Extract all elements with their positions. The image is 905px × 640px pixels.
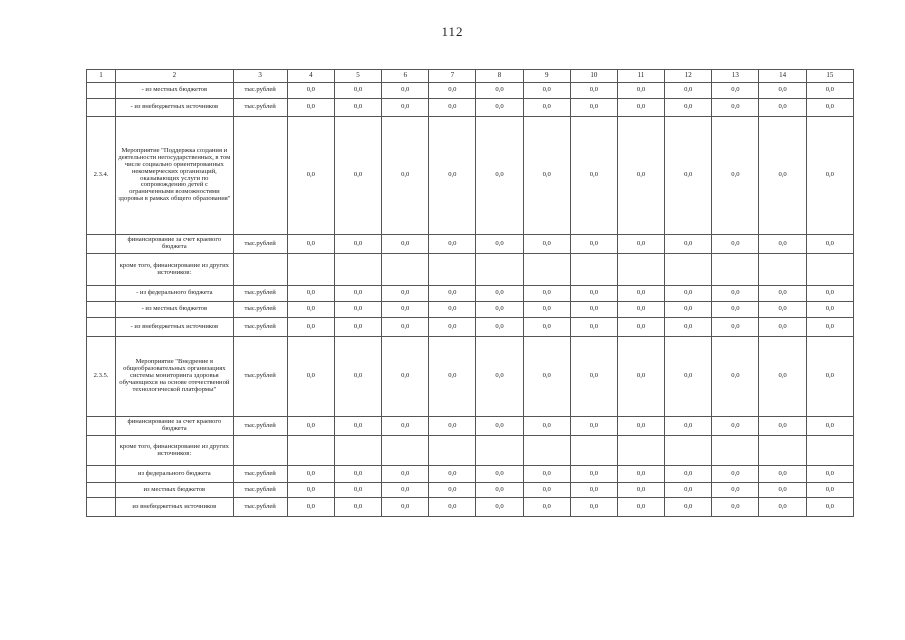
column-header: 10 [570,70,617,83]
value-cell: 0,0 [617,286,664,302]
value-cell: 0,0 [382,286,429,302]
value-cell [665,254,712,286]
value-cell: 0,0 [476,337,523,417]
row-description: финансирование за счет краевого бюджета [116,235,233,254]
value-cell: 0,0 [476,99,523,117]
value-cell: 0,0 [570,117,617,235]
value-cell: 0,0 [523,498,570,517]
value-cell: 0,0 [523,286,570,302]
row-code [87,318,116,337]
value-cell: 0,0 [617,83,664,99]
value-cell: 0,0 [759,99,806,117]
value-cell: 0,0 [617,417,664,436]
value-cell: 0,0 [712,466,759,483]
value-cell: 0,0 [759,318,806,337]
row-description: - из местных бюджетов [116,302,233,318]
row-code [87,498,116,517]
value-cell: 0,0 [334,117,381,235]
value-cell [334,436,381,466]
row-code: 2.3.4. [87,117,116,235]
value-cell: 0,0 [523,235,570,254]
value-cell: 0,0 [712,417,759,436]
table-row [87,99,854,117]
value-cell: 0,0 [806,498,853,517]
row-code [87,302,116,318]
value-cell: 0,0 [382,117,429,235]
value-cell: 0,0 [287,302,334,318]
row-description: Мероприятие "Поддержка создания и деятельности негосударственных, в том числе социально ориентированных некоммерческих организаций, оказывающих услуги по сопровождению детей с ограниченными возможностями здоровья в рамках общего образования" [116,117,233,235]
value-cell: 0,0 [617,483,664,498]
table-row [87,286,854,302]
value-cell: 0,0 [570,286,617,302]
row-unit: тыс.рублей [233,337,287,417]
value-cell: 0,0 [570,318,617,337]
table-row [87,83,854,99]
value-cell: 0,0 [476,235,523,254]
row-description: - из местных бюджетов [116,83,233,99]
value-cell [523,254,570,286]
value-cell: 0,0 [476,302,523,318]
value-cell: 0,0 [806,235,853,254]
row-description: из местных бюджетов [116,483,233,498]
value-cell: 0,0 [287,466,334,483]
table-row [87,302,854,318]
column-header: 7 [429,70,476,83]
value-cell: 0,0 [665,83,712,99]
value-cell: 0,0 [429,337,476,417]
value-cell: 0,0 [759,83,806,99]
value-cell [806,254,853,286]
row-description: - из внебюджетных источников [116,99,233,117]
value-cell: 0,0 [570,337,617,417]
value-cell [382,436,429,466]
row-code: 2.3.5. [87,337,116,417]
column-header: 2 [116,70,233,83]
value-cell: 0,0 [665,286,712,302]
value-cell: 0,0 [570,235,617,254]
value-cell: 0,0 [382,483,429,498]
value-cell: 0,0 [287,417,334,436]
value-cell [570,436,617,466]
value-cell [382,254,429,286]
value-cell: 0,0 [665,318,712,337]
value-cell: 0,0 [759,498,806,517]
row-unit: тыс.рублей [233,235,287,254]
value-cell: 0,0 [712,286,759,302]
column-header: 3 [233,70,287,83]
value-cell: 0,0 [806,117,853,235]
value-cell: 0,0 [429,99,476,117]
value-cell: 0,0 [382,302,429,318]
value-cell: 0,0 [570,417,617,436]
value-cell: 0,0 [382,235,429,254]
value-cell: 0,0 [476,466,523,483]
column-header: 13 [712,70,759,83]
value-cell: 0,0 [665,117,712,235]
row-code [87,436,116,466]
table-row [87,417,854,436]
value-cell: 0,0 [759,235,806,254]
value-cell: 0,0 [806,337,853,417]
value-cell: 0,0 [759,117,806,235]
value-cell: 0,0 [382,99,429,117]
value-cell: 0,0 [287,337,334,417]
table-row [87,483,854,498]
value-cell: 0,0 [523,302,570,318]
value-cell: 0,0 [665,483,712,498]
table-row [87,117,854,235]
value-cell [712,436,759,466]
value-cell: 0,0 [334,286,381,302]
row-unit: тыс.рублей [233,83,287,99]
value-cell: 0,0 [665,417,712,436]
row-code [87,254,116,286]
page-number: 112 [441,24,464,39]
value-cell: 0,0 [806,417,853,436]
value-cell: 0,0 [334,99,381,117]
value-cell [476,436,523,466]
value-cell: 0,0 [617,498,664,517]
value-cell [617,436,664,466]
row-unit: тыс.рублей [233,286,287,302]
value-cell [429,254,476,286]
budget-table [86,69,854,517]
value-cell [759,254,806,286]
value-cell [665,436,712,466]
value-cell: 0,0 [665,498,712,517]
value-cell: 0,0 [334,318,381,337]
value-cell: 0,0 [382,466,429,483]
value-cell: 0,0 [287,498,334,517]
value-cell: 0,0 [382,337,429,417]
value-cell: 0,0 [759,286,806,302]
value-cell: 0,0 [334,235,381,254]
value-cell: 0,0 [287,318,334,337]
table-row [87,235,854,254]
value-cell: 0,0 [617,235,664,254]
value-cell: 0,0 [617,466,664,483]
value-cell: 0,0 [523,318,570,337]
row-code [87,286,116,302]
value-cell: 0,0 [429,286,476,302]
value-cell: 0,0 [429,318,476,337]
value-cell: 0,0 [759,466,806,483]
value-cell: 0,0 [617,318,664,337]
row-description: Мероприятие "Внедрение в общеобразовательных организациях системы мониторинга здоровья обучающихся на основе отечественной технологической платформы" [116,337,233,417]
value-cell [429,436,476,466]
row-unit: тыс.рублей [233,417,287,436]
value-cell: 0,0 [617,302,664,318]
value-cell: 0,0 [429,417,476,436]
value-cell [287,436,334,466]
value-cell [476,254,523,286]
value-cell: 0,0 [806,302,853,318]
table-row [87,466,854,483]
row-code [87,83,116,99]
value-cell: 0,0 [712,302,759,318]
row-unit: тыс.рублей [233,498,287,517]
value-cell: 0,0 [429,466,476,483]
row-description: - из внебюджетных источников [116,318,233,337]
value-cell: 0,0 [476,286,523,302]
value-cell: 0,0 [570,466,617,483]
value-cell: 0,0 [570,83,617,99]
table-row [87,337,854,417]
value-cell: 0,0 [665,99,712,117]
value-cell: 0,0 [334,83,381,99]
value-cell: 0,0 [476,83,523,99]
value-cell: 0,0 [476,483,523,498]
value-cell: 0,0 [523,337,570,417]
value-cell: 0,0 [429,483,476,498]
row-unit: тыс.рублей [233,302,287,318]
value-cell: 0,0 [334,337,381,417]
value-cell [523,436,570,466]
table-row [87,318,854,337]
column-header: 14 [759,70,806,83]
value-cell: 0,0 [476,318,523,337]
value-cell: 0,0 [617,99,664,117]
value-cell: 0,0 [476,417,523,436]
row-description: кроме того, финансирование из других источников: [116,436,233,466]
value-cell: 0,0 [429,117,476,235]
value-cell: 0,0 [665,466,712,483]
value-cell: 0,0 [570,99,617,117]
column-header: 11 [617,70,664,83]
value-cell: 0,0 [665,302,712,318]
row-code [87,417,116,436]
value-cell [759,436,806,466]
value-cell: 0,0 [759,417,806,436]
value-cell: 0,0 [665,235,712,254]
value-cell: 0,0 [334,466,381,483]
column-header: 1 [87,70,116,83]
value-cell [287,254,334,286]
value-cell: 0,0 [570,483,617,498]
value-cell: 0,0 [712,483,759,498]
value-cell: 0,0 [570,498,617,517]
value-cell: 0,0 [476,117,523,235]
value-cell: 0,0 [759,337,806,417]
value-cell: 0,0 [712,235,759,254]
value-cell: 0,0 [523,417,570,436]
value-cell: 0,0 [759,302,806,318]
value-cell: 0,0 [334,498,381,517]
column-header: 4 [287,70,334,83]
row-unit: тыс.рублей [233,466,287,483]
row-unit [233,436,287,466]
value-cell: 0,0 [382,318,429,337]
value-cell: 0,0 [617,117,664,235]
value-cell [570,254,617,286]
value-cell: 0,0 [712,318,759,337]
value-cell: 0,0 [712,99,759,117]
value-cell: 0,0 [806,483,853,498]
row-description: из внебюджетных источников [116,498,233,517]
value-cell: 0,0 [712,117,759,235]
header-row [87,70,854,83]
value-cell: 0,0 [617,337,664,417]
value-cell [334,254,381,286]
value-cell: 0,0 [712,337,759,417]
column-header: 6 [382,70,429,83]
column-header: 5 [334,70,381,83]
value-cell: 0,0 [287,235,334,254]
column-header: 8 [476,70,523,83]
value-cell: 0,0 [570,302,617,318]
value-cell: 0,0 [334,417,381,436]
value-cell: 0,0 [287,286,334,302]
value-cell: 0,0 [806,83,853,99]
table-row [87,436,854,466]
value-cell: 0,0 [334,483,381,498]
value-cell: 0,0 [806,286,853,302]
value-cell: 0,0 [523,466,570,483]
row-description: финансирование за счет краевого бюджета [116,417,233,436]
value-cell: 0,0 [665,337,712,417]
row-code [87,466,116,483]
row-unit: тыс.рублей [233,99,287,117]
column-header: 15 [806,70,853,83]
value-cell: 0,0 [523,83,570,99]
row-description: - из федерального бюджета [116,286,233,302]
table-row [87,254,854,286]
row-unit: тыс.рублей [233,318,287,337]
value-cell: 0,0 [806,466,853,483]
value-cell: 0,0 [287,117,334,235]
value-cell [806,436,853,466]
row-unit: тыс.рублей [233,483,287,498]
value-cell: 0,0 [523,99,570,117]
value-cell: 0,0 [334,302,381,318]
value-cell: 0,0 [287,83,334,99]
table-row [87,498,854,517]
value-cell: 0,0 [429,498,476,517]
column-header: 9 [523,70,570,83]
value-cell: 0,0 [429,302,476,318]
value-cell: 0,0 [806,99,853,117]
row-description: из федерального бюджета [116,466,233,483]
value-cell: 0,0 [523,483,570,498]
value-cell: 0,0 [382,417,429,436]
column-header: 12 [665,70,712,83]
value-cell: 0,0 [712,498,759,517]
value-cell: 0,0 [523,117,570,235]
value-cell [617,254,664,286]
value-cell: 0,0 [287,99,334,117]
value-cell [712,254,759,286]
value-cell: 0,0 [382,83,429,99]
value-cell: 0,0 [429,83,476,99]
row-description: кроме того, финансирование из других источников: [116,254,233,286]
value-cell: 0,0 [712,83,759,99]
row-code [87,99,116,117]
value-cell: 0,0 [759,483,806,498]
row-unit [233,117,287,235]
value-cell: 0,0 [287,483,334,498]
value-cell: 0,0 [806,318,853,337]
value-cell: 0,0 [429,235,476,254]
value-cell: 0,0 [382,498,429,517]
row-unit [233,254,287,286]
value-cell: 0,0 [476,498,523,517]
row-code [87,235,116,254]
row-code [87,483,116,498]
